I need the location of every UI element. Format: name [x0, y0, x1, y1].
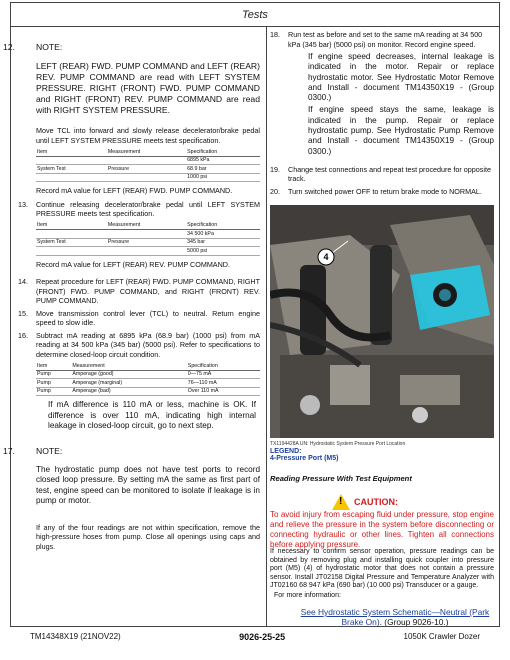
- step-17-heading: [0, 446, 260, 457]
- step-18-result-a: If engine speed decreases, internal leakage is indicated in the motor. Repair or replace hydrostatic motor. See Hydrostatic Motor Remove and Install - document TM14350X19 - (Group 0300.): [308, 52, 494, 103]
- legend-title: LEGEND:: [270, 448, 302, 455]
- table-header: Item: [36, 222, 107, 230]
- step-14: [18, 277, 260, 306]
- caution-text: To avoid injury from escaping fluid under pressure, stop engine and relieve the pressure in the system before disconnecting or connecting hydraulic or other lines. Tighten all connections before applying pressure.: [270, 510, 494, 549]
- footer-rule: [10, 626, 500, 627]
- step-text: Continue releasing decelerator/brake pedal until LEFT SYSTEM PRESSURE meets test specification.: [36, 199, 260, 218]
- step-13-record: Record mA value for LEFT (REAR) REV. PUMP COMMAND.: [36, 259, 230, 269]
- table-header: Item: [36, 362, 71, 370]
- step-12-heading: [0, 42, 260, 53]
- header-top-rule: [10, 2, 500, 3]
- table-row: 1000 psi: [36, 173, 260, 182]
- step-18-result-b: If engine speed stays the same, leakage is indicated in the pump. Repair or replace hydrostatic pump. See Hydrostatic Pump Remove and Install - document TM14350X19 - (Group 0300.): [308, 105, 494, 156]
- table-row: 34 500 kPa: [36, 230, 260, 239]
- photo-illustration: [270, 205, 494, 438]
- caution-header: [270, 494, 494, 510]
- table-row: 5000 psi: [36, 247, 260, 256]
- step-text: Move transmission control lever (TCL) to neutral. Return engine speed to slow idle.: [36, 308, 260, 327]
- step-13: [18, 200, 260, 219]
- schematic-reference: [290, 607, 500, 627]
- table-row: 6895 kPa: [36, 156, 260, 165]
- photo-caption: TX1194428A UN: Hydrostatic System Pressure Port Location: [270, 441, 406, 447]
- column-divider: [266, 26, 267, 626]
- group-reference: . (Group 9026-10.): [379, 617, 449, 627]
- step-20: [270, 187, 494, 197]
- table-header: Measurement: [71, 362, 186, 370]
- sensor-note: If necessary to confirm sensor operation, pressure readings can be obtained by removing plug and installing quick coupler into pressure port (M5) (4) of hydrostatic motor that does not contain a pressure sensor. Install JT02158 Digital Pressure and Temperature Analyzer with JT02160 68 947 kPa (690 bar) (10 000 psi) Transducer or a gauge.: [270, 548, 494, 590]
- step-number: 19.: [270, 164, 280, 174]
- spec-table-2: [36, 222, 260, 256]
- step-number: 14.: [18, 277, 28, 286]
- step-15: [18, 309, 260, 328]
- table-header: Specification: [186, 148, 260, 156]
- table-header: Measurement: [107, 148, 186, 156]
- table-header: Item: [36, 148, 107, 156]
- table-row: System Test Pressure 345 bar: [36, 238, 260, 247]
- step-16: [18, 331, 260, 360]
- footer-doc-id: TM14348X19 (21NOV22): [30, 632, 121, 641]
- step-text: Change test connections and repeat test procedure for opposite track.: [288, 164, 491, 184]
- legend: [270, 448, 494, 462]
- header-rule: [10, 26, 500, 27]
- step-18: [270, 30, 494, 49]
- table-row: System Test Pressure 68.9 bar: [36, 165, 260, 174]
- caution-box: [270, 494, 494, 550]
- step-16-result: If mA difference is 110 mA or less, machine is OK. If difference is over 110 mA, indicating high internal leakage in closed-loop circuit, go to next step.: [48, 400, 256, 430]
- step-number: 17.: [3, 445, 15, 456]
- note-label: NOTE:: [36, 42, 63, 52]
- step-12-record: Record mA value for LEFT (REAR) FWD. PUMP COMMAND.: [36, 186, 233, 195]
- step-17-note: The hydrostatic pump does not have test ports to record closed loop pressure. By setting mA the same as first part of test, engine speed can be monitored to isolate if leakage is in pump or motor.: [36, 464, 260, 505]
- step-number: 12.: [3, 42, 15, 52]
- caution-label: CAUTION:: [354, 497, 398, 507]
- hydrostatic-motor-photo: [270, 205, 494, 438]
- footer-machine: 1050K Crawler Dozer: [403, 632, 480, 641]
- table-row: Pump Amperage (marginal) 76—110 mA: [36, 379, 260, 388]
- spec-table-1: [36, 148, 260, 182]
- left-column: [3, 30, 260, 551]
- step-12-note: LEFT (REAR) FWD. PUMP COMMAND and LEFT (REAR) REV. PUMP COMMAND are read with LEFT SYSTEM PRESSURE. RIGHT (FRONT) FWD. PUMP COMMAND and RIGHT (FRONT) REV. PUMP COMMAND are read with RIGHT SYSTEM PRESSURE.: [36, 61, 260, 115]
- table-header: Specification: [187, 362, 260, 370]
- for-more-info: For more information:: [274, 592, 341, 599]
- spec-table-3: [36, 362, 260, 396]
- right-column: [270, 30, 494, 199]
- step-number: 18.: [270, 30, 280, 39]
- step-text: Subtract mA reading at 6895 kPa (68.9 bar) (1000 psi) from mA reading at 34 500 kPa (345 bar) (5000 psi). Refer to specifications to determine closed-loop circuit condition.: [36, 330, 260, 359]
- step-text: Run test as before and set to the same mA reading at 34 500 kPa (345 bar) (5000 psi) on monitor. Record engine speed.: [288, 30, 483, 49]
- step-text: Repeat procedure for LEFT (REAR) FWD. PUMP COMMAND, RIGHT (FRONT) FWD. PUMP COMMAND, and RIGHT (FRONT) REV. PUMP COMMAND.: [36, 277, 260, 305]
- table-header: Measurement: [107, 222, 186, 230]
- table-row: Pump Amperage (good) 0—75 mA: [36, 370, 260, 379]
- step-19: [270, 165, 494, 184]
- callout-4-label: 4: [323, 252, 329, 262]
- table-row: Pump Amperage (bad) Over 110 mA: [36, 387, 260, 396]
- step-12-text: Move TCL into forward and slowly release decelerator/brake pedal until LEFT SYSTEM PRESSURE meets test specification.: [36, 126, 260, 145]
- step-number: 20.: [270, 186, 280, 196]
- step-17-text: If any of the four readings are not within specification, remove the high-pressure hoses from pump. Close all openings using caps and plugs.: [36, 522, 260, 551]
- footer-page-number: 9026-25-25: [239, 632, 286, 642]
- footer: [30, 632, 480, 642]
- warning-triangle-icon: !: [332, 494, 350, 510]
- left-border: [10, 2, 11, 626]
- legend-item: 4-Pressure Port (M5): [270, 455, 339, 462]
- figure-title: Reading Pressure With Test Equipment: [270, 474, 412, 483]
- right-border: [499, 2, 500, 626]
- table-header: Specification: [186, 222, 260, 230]
- step-number: 15.: [18, 308, 28, 318]
- schematic-link[interactable]: See Hydrostatic System Schematic—Neutral (Park Brake On): [300, 607, 490, 627]
- step-number: 13.: [18, 199, 28, 209]
- step-text: Turn switched power OFF to return brake mode to NORMAL.: [288, 186, 482, 196]
- page-title: Tests: [242, 9, 268, 21]
- step-number: 16.: [18, 330, 28, 340]
- note-label: NOTE:: [36, 445, 63, 456]
